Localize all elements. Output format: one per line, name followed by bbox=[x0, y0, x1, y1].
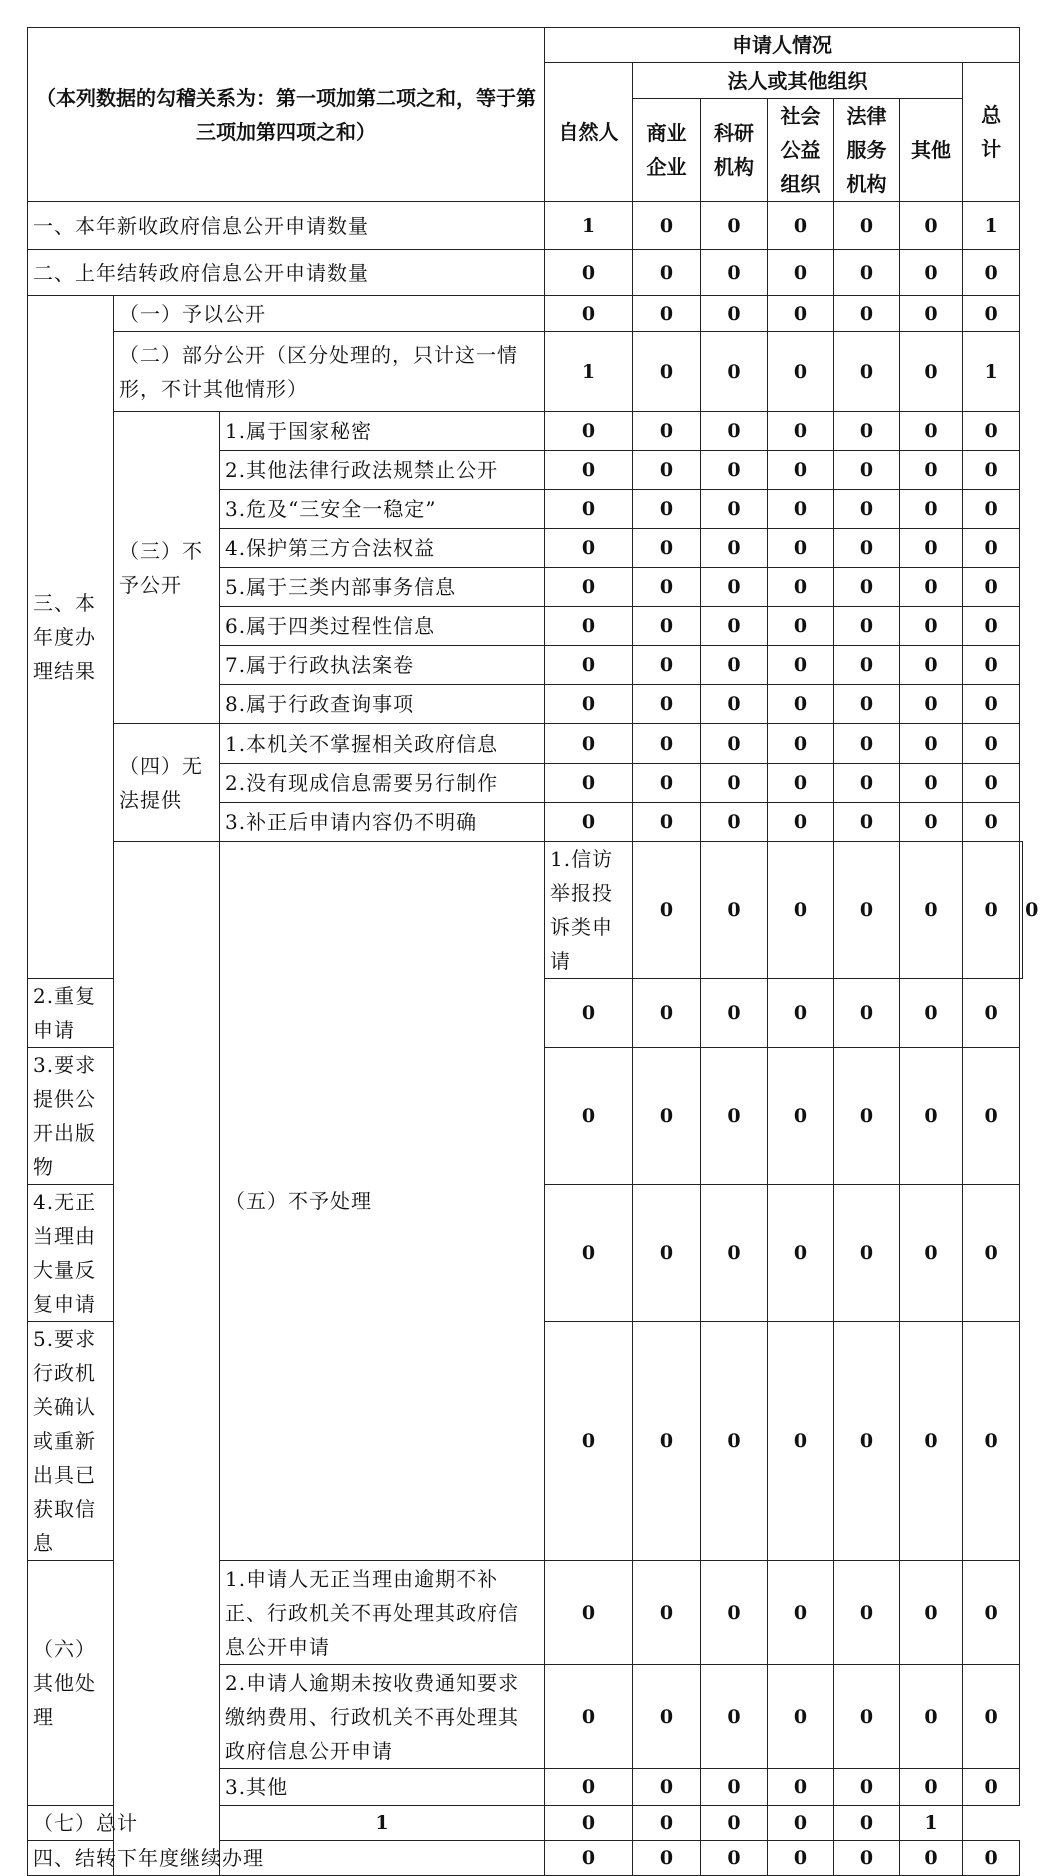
cell-value: 0 bbox=[900, 332, 963, 412]
cell-value: 0 bbox=[633, 1806, 701, 1841]
row-label: 1.信访举报投诉类申请 bbox=[545, 842, 633, 979]
cell-value: 0 bbox=[768, 646, 834, 685]
cell-value: 0 bbox=[545, 250, 633, 296]
cell-value: 0 bbox=[900, 490, 963, 529]
cell-value: 0 bbox=[900, 607, 963, 646]
cell-value: 0 bbox=[633, 803, 701, 842]
cell-value: 0 bbox=[633, 1185, 701, 1322]
row-label: 二、上年结转政府信息公开申请数量 bbox=[28, 250, 545, 296]
cell-value: 0 bbox=[768, 1769, 834, 1806]
cell-value: 1 bbox=[900, 1806, 963, 1841]
group-label-other-handling: （六）其他处理 bbox=[28, 1561, 114, 1806]
total-header: 总计 bbox=[963, 63, 1020, 202]
cell-value: 0 bbox=[701, 1806, 768, 1841]
cell-value: 0 bbox=[633, 529, 701, 568]
cell-value: 0 bbox=[768, 202, 834, 250]
cell-value: 0 bbox=[834, 1806, 900, 1841]
cell-value: 0 bbox=[545, 1769, 633, 1806]
cell-value: 0 bbox=[834, 250, 900, 296]
cell-value: 0 bbox=[963, 1322, 1020, 1561]
gov-info-disclosure-table bbox=[27, 27, 1039, 1876]
cell-value: 0 bbox=[701, 1322, 768, 1561]
cell-value: 0 bbox=[633, 296, 701, 332]
cell-value: 0 bbox=[900, 1561, 963, 1665]
group-label-unable-to-provide: （四）无法提供 bbox=[114, 724, 220, 842]
cell-value: 0 bbox=[834, 1769, 900, 1806]
cell-value: 0 bbox=[701, 764, 768, 803]
row-label: 7.属于行政执法案卷 bbox=[220, 646, 545, 685]
cell-value: 0 bbox=[834, 1841, 900, 1876]
cell-value: 0 bbox=[768, 803, 834, 842]
cell-value: 0 bbox=[834, 1048, 900, 1185]
cell-value: 0 bbox=[768, 607, 834, 646]
cell-value: 0 bbox=[545, 296, 633, 332]
cell-value: 0 bbox=[834, 1185, 900, 1322]
cell-value: 0 bbox=[834, 490, 900, 529]
cell-value: 0 bbox=[834, 646, 900, 685]
cell-value: 0 bbox=[701, 529, 768, 568]
cell-value: 0 bbox=[701, 1048, 768, 1185]
cell-value: 0 bbox=[545, 685, 633, 724]
header-row-1 bbox=[28, 28, 1023, 63]
cell-value: 0 bbox=[768, 529, 834, 568]
row-label: 3.危及“三安全一稳定” bbox=[220, 490, 545, 529]
cell-value: 0 bbox=[701, 724, 768, 764]
business-header: 商业企业 bbox=[633, 99, 701, 202]
cell-value: 0 bbox=[963, 1665, 1020, 1769]
row-label: 5.要求行政机关确认或重新出具已获取信息 bbox=[28, 1322, 114, 1561]
cell-value: 0 bbox=[701, 412, 768, 451]
cell-value: 0 bbox=[545, 1322, 633, 1561]
cell-value: 0 bbox=[545, 529, 633, 568]
cell-value: 0 bbox=[768, 296, 834, 332]
cell-value: 0 bbox=[633, 412, 701, 451]
cell-value: 0 bbox=[545, 646, 633, 685]
cell-value: 0 bbox=[900, 1048, 963, 1185]
cell-value: 0 bbox=[963, 296, 1020, 332]
cell-value: 0 bbox=[900, 979, 963, 1048]
table-row bbox=[28, 724, 1023, 764]
cell-value: 0 bbox=[768, 451, 834, 490]
cell-value: 0 bbox=[545, 568, 633, 607]
cell-value: 0 bbox=[545, 1185, 633, 1322]
cell-value: 0 bbox=[768, 1322, 834, 1561]
cell-value: 0 bbox=[633, 724, 701, 764]
cell-value: 0 bbox=[701, 1841, 768, 1876]
cell-value: 0 bbox=[633, 842, 701, 979]
cell-value: 0 bbox=[633, 1665, 701, 1769]
cell-value: 0 bbox=[834, 529, 900, 568]
cell-value: 0 bbox=[834, 202, 900, 250]
cell-value: 0 bbox=[900, 412, 963, 451]
cell-value: 0 bbox=[768, 842, 834, 979]
table-row bbox=[28, 1841, 1023, 1876]
cell-value: 1 bbox=[220, 1806, 545, 1841]
cell-value: 0 bbox=[768, 1048, 834, 1185]
cell-value: 0 bbox=[768, 250, 834, 296]
cell-value: 0 bbox=[834, 296, 900, 332]
cell-value: 0 bbox=[545, 803, 633, 842]
cell-value: 0 bbox=[900, 646, 963, 685]
cell-value: 1 bbox=[963, 202, 1020, 250]
cell-value: 0 bbox=[963, 607, 1020, 646]
row-label: 8.属于行政查询事项 bbox=[220, 685, 545, 724]
group-label-not-processed: （五）不予处理 bbox=[220, 842, 545, 1561]
cell-value: 0 bbox=[545, 1561, 633, 1665]
cell-value: 0 bbox=[963, 412, 1020, 451]
row-label: 4.保护第三方合法权益 bbox=[220, 529, 545, 568]
row-label: 四、结转下年度继续办理 bbox=[28, 1841, 545, 1876]
cell-value: 0 bbox=[963, 724, 1020, 764]
row-label: 2.没有现成信息需要另行制作 bbox=[220, 764, 545, 803]
cell-value: 0 bbox=[633, 1322, 701, 1561]
row-label: （一）予以公开 bbox=[114, 296, 545, 332]
cell-value: 0 bbox=[834, 332, 900, 412]
cell-value: 0 bbox=[900, 250, 963, 296]
cell-value: 0 bbox=[834, 412, 900, 451]
cell-value: 1 bbox=[963, 332, 1020, 412]
cell-value: 0 bbox=[963, 451, 1020, 490]
applicant-header: 申请人情况 bbox=[545, 28, 1020, 63]
cell-value: 0 bbox=[900, 451, 963, 490]
cell-value: 1 bbox=[545, 332, 633, 412]
cell-value: 0 bbox=[701, 296, 768, 332]
cell-value: 0 bbox=[633, 1561, 701, 1665]
cell-value: 0 bbox=[701, 1769, 768, 1806]
cell-value: 0 bbox=[545, 724, 633, 764]
cell-value: 0 bbox=[545, 1806, 633, 1841]
cell-value: 0 bbox=[701, 842, 768, 979]
row-label: 1.属于国家秘密 bbox=[220, 412, 545, 451]
cell-value: 0 bbox=[633, 1048, 701, 1185]
cell-value: 0 bbox=[701, 332, 768, 412]
row-label: 一、本年新收政府信息公开申请数量 bbox=[28, 202, 545, 250]
cell-value: 0 bbox=[834, 979, 900, 1048]
cell-value: 0 bbox=[963, 803, 1020, 842]
row-label: 5.属于三类内部事务信息 bbox=[220, 568, 545, 607]
cell-value: 0 bbox=[633, 202, 701, 250]
cell-value: 0 bbox=[768, 1841, 834, 1876]
cell-value: 0 bbox=[768, 1806, 834, 1841]
cell-value: 0 bbox=[834, 764, 900, 803]
row-label: 4.无正当理由大量反复申请 bbox=[28, 1185, 114, 1322]
cell-value: 0 bbox=[900, 724, 963, 764]
cell-value: 0 bbox=[633, 979, 701, 1048]
cell-value: 0 bbox=[834, 451, 900, 490]
cell-value: 0 bbox=[701, 568, 768, 607]
cell-value: 0 bbox=[768, 568, 834, 607]
cell-value: 0 bbox=[963, 1048, 1020, 1185]
cell-value: 0 bbox=[834, 685, 900, 724]
row-label: （七）总计 bbox=[28, 1806, 220, 1841]
table-row bbox=[28, 296, 1023, 332]
cell-value: 0 bbox=[768, 332, 834, 412]
cell-value: 0 bbox=[963, 685, 1020, 724]
cell-value: 0 bbox=[768, 1561, 834, 1665]
cell-value: 0 bbox=[768, 685, 834, 724]
cell-value: 0 bbox=[701, 646, 768, 685]
cell-value: 0 bbox=[701, 803, 768, 842]
cell-value: 0 bbox=[633, 568, 701, 607]
cell-value: 0 bbox=[900, 803, 963, 842]
cell-value: 0 bbox=[768, 764, 834, 803]
table-row bbox=[28, 332, 1023, 412]
cell-value: 0 bbox=[834, 803, 900, 842]
cell-value: 0 bbox=[900, 685, 963, 724]
cell-value: 0 bbox=[768, 1185, 834, 1322]
table-row bbox=[28, 250, 1023, 296]
cell-value: 0 bbox=[900, 1322, 963, 1561]
cell-value: 0 bbox=[963, 1561, 1020, 1665]
cell-value: 0 bbox=[900, 842, 963, 979]
cell-value: 0 bbox=[701, 1185, 768, 1322]
cell-value: 0 bbox=[1020, 842, 1023, 979]
group-label-section-3: 三、本年度办理结果 bbox=[28, 296, 114, 979]
group-label-not-disclosed: （三）不予公开 bbox=[114, 412, 220, 724]
cell-value: 0 bbox=[545, 607, 633, 646]
table-row bbox=[28, 842, 1023, 979]
other-header: 其他 bbox=[900, 99, 963, 202]
cell-value: 0 bbox=[963, 1769, 1020, 1806]
cell-value: 0 bbox=[834, 842, 900, 979]
cell-value: 0 bbox=[701, 451, 768, 490]
cell-value: 1 bbox=[545, 202, 633, 250]
cell-value: 0 bbox=[900, 529, 963, 568]
natural-person-header: 自然人 bbox=[545, 63, 633, 202]
cell-value: 0 bbox=[963, 764, 1020, 803]
cell-value: 0 bbox=[963, 490, 1020, 529]
cell-value: 0 bbox=[768, 412, 834, 451]
row-label: 3.补正后申请内容仍不明确 bbox=[220, 803, 545, 842]
cell-value: 0 bbox=[900, 764, 963, 803]
row-label: 1.本机关不掌握相关政府信息 bbox=[220, 724, 545, 764]
row-label: 2.其他法律行政法规禁止公开 bbox=[220, 451, 545, 490]
row-label: 3.要求提供公开出版物 bbox=[28, 1048, 114, 1185]
cell-value: 0 bbox=[900, 1841, 963, 1876]
cell-value: 0 bbox=[633, 1841, 701, 1876]
cell-value: 0 bbox=[701, 202, 768, 250]
cell-value: 0 bbox=[834, 607, 900, 646]
cell-value: 0 bbox=[633, 1769, 701, 1806]
cell-value: 0 bbox=[633, 764, 701, 803]
cell-value: 0 bbox=[633, 646, 701, 685]
cell-value: 0 bbox=[900, 1185, 963, 1322]
cell-value: 0 bbox=[963, 568, 1020, 607]
cell-value: 0 bbox=[768, 724, 834, 764]
cell-value: 0 bbox=[633, 685, 701, 724]
table-row bbox=[28, 412, 1023, 451]
cell-value: 0 bbox=[900, 568, 963, 607]
cell-value: 0 bbox=[834, 1561, 900, 1665]
cell-value: 0 bbox=[545, 451, 633, 490]
cell-value: 0 bbox=[545, 764, 633, 803]
cell-value: 0 bbox=[834, 724, 900, 764]
cell-value: 0 bbox=[633, 490, 701, 529]
row-label: 2.重复申请 bbox=[28, 979, 114, 1048]
cell-value: 0 bbox=[701, 1665, 768, 1769]
cell-value: 0 bbox=[701, 250, 768, 296]
row-label: 1.申请人无正当理由逾期不补正、行政机关不再处理其政府信息公开申请 bbox=[220, 1561, 545, 1665]
cell-value: 0 bbox=[963, 646, 1020, 685]
cell-value: 0 bbox=[545, 1048, 633, 1185]
cell-value: 0 bbox=[768, 979, 834, 1048]
table-row bbox=[28, 1806, 1023, 1841]
social-welfare-header: 社会公益组织 bbox=[768, 99, 834, 202]
cell-value: 0 bbox=[633, 451, 701, 490]
cell-value: 0 bbox=[834, 568, 900, 607]
cell-value: 0 bbox=[963, 529, 1020, 568]
cell-value: 0 bbox=[963, 842, 1020, 979]
row-label: （二）部分公开（区分处理的，只计这一情形，不计其他情形） bbox=[114, 332, 545, 412]
cell-value: 0 bbox=[963, 1185, 1020, 1322]
cell-value: 0 bbox=[701, 607, 768, 646]
cell-value: 0 bbox=[633, 250, 701, 296]
cell-value: 0 bbox=[545, 1665, 633, 1769]
cell-value: 0 bbox=[633, 607, 701, 646]
row-label: 6.属于四类过程性信息 bbox=[220, 607, 545, 646]
cell-value: 0 bbox=[963, 979, 1020, 1048]
cell-value: 0 bbox=[701, 979, 768, 1048]
cell-value: 0 bbox=[545, 979, 633, 1048]
cell-value: 0 bbox=[633, 332, 701, 412]
cell-value: 0 bbox=[545, 490, 633, 529]
column-note: （本列数据的勾稽关系为：第一项加第二项之和，等于第三项加第四项之和） bbox=[28, 28, 545, 202]
legal-service-header: 法律服务机构 bbox=[834, 99, 900, 202]
cell-value: 0 bbox=[768, 1665, 834, 1769]
cell-value: 0 bbox=[963, 1841, 1020, 1876]
cell-value: 0 bbox=[900, 1665, 963, 1769]
cell-value: 0 bbox=[545, 1841, 633, 1876]
table-row bbox=[28, 202, 1023, 250]
cell-value: 0 bbox=[900, 202, 963, 250]
cell-value: 0 bbox=[768, 490, 834, 529]
cell-value: 0 bbox=[963, 250, 1020, 296]
cell-value: 0 bbox=[900, 1769, 963, 1806]
legal-entity-header: 法人或其他组织 bbox=[633, 63, 963, 99]
cell-value: 0 bbox=[834, 1322, 900, 1561]
group-label-section-3-continued bbox=[114, 842, 220, 1876]
cell-value: 0 bbox=[545, 412, 633, 451]
cell-value: 0 bbox=[701, 1561, 768, 1665]
cell-value: 0 bbox=[701, 490, 768, 529]
cell-value: 0 bbox=[701, 685, 768, 724]
row-label: 3.其他 bbox=[220, 1769, 545, 1806]
cell-value: 0 bbox=[834, 1665, 900, 1769]
cell-value: 0 bbox=[900, 296, 963, 332]
row-label: 2.申请人逾期未按收费通知要求缴纳费用、行政机关不再处理其政府信息公开申请 bbox=[220, 1665, 545, 1769]
research-header: 科研机构 bbox=[701, 99, 768, 202]
